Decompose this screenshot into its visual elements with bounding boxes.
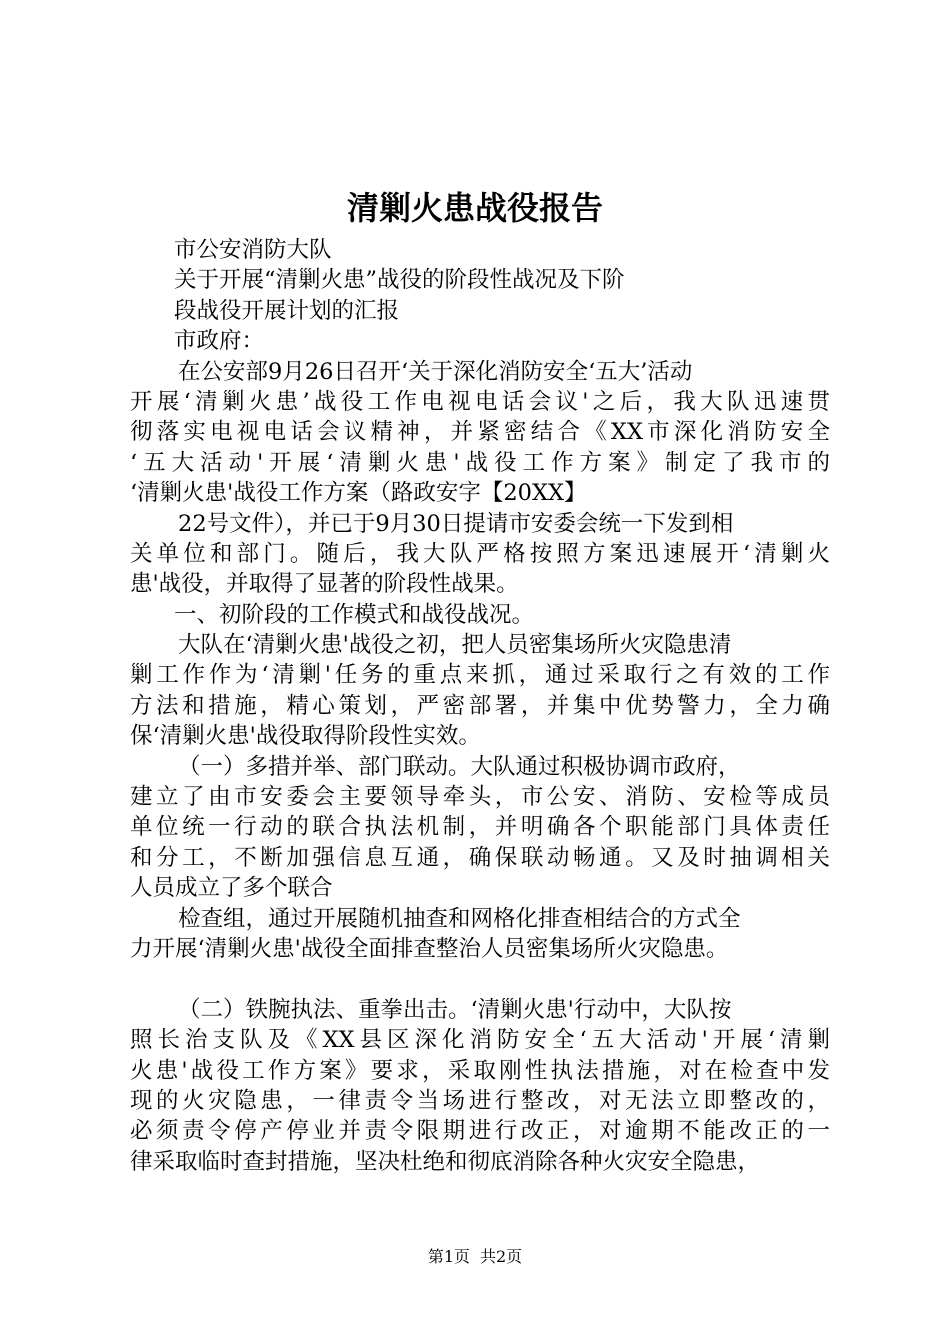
paragraph-line: 火患'战役工作方案》要求，采取刚性执法措施，对在检查中发 [130, 1057, 830, 1084]
paragraph-line: ‘清剿火患'战役工作方案（路政安字【20XX】 [130, 480, 587, 507]
section-heading: 一、初阶段的工作模式和战役战况。 [174, 601, 535, 628]
paragraph-line: 检查组，通过开展随机抽查和网格化排查相结合的方式全 [178, 905, 741, 932]
paragraph-line: （一）多措并举、部门联动。大队通过积极协调市政府， [178, 753, 741, 780]
paragraph-line: 在公安部9月26日召开‘关于深化消防安全‘五大’活动 [178, 358, 693, 385]
paragraph-line: 患'战役，并取得了显著的阶段性战果。 [130, 571, 519, 598]
page-footer [0, 1245, 950, 1269]
recipient-unit: 市公安消防大队 [174, 237, 332, 263]
salutation: 市政府： [174, 328, 265, 355]
page-total: 共2页 [480, 1247, 523, 1266]
document-title: 清剿火患战役报告 [346, 189, 603, 227]
paragraph-line: 人员成立了多个联合 [130, 875, 333, 902]
page-number: 第1页 [427, 1247, 470, 1266]
paragraph-line: 彻落实电视电话会议精神，并紧密结合《XX市深化消防安全 [130, 419, 830, 446]
paragraph-line: 关单位和部门。随后，我大队严格按照方案迅速展开‘清剿火 [130, 540, 830, 567]
paragraph-line: 律采取临时查封措施，坚决杜绝和彻底消除各种火灾安全隐患， [130, 1148, 761, 1175]
paragraph-line: 照长治支队及《XX县区深化消防安全‘五大活动'开展‘清剿 [130, 1027, 830, 1054]
paragraph-line: 大队在‘清剿火患'战役之初，把人员密集场所火灾隐患清 [178, 632, 732, 659]
paragraph-line: 22号文件），并已于9月30日提请市安委会统一下发到相 [178, 510, 734, 537]
paragraph-line: 现的火灾隐患，一律责令当场进行整改，对无法立即整改的， [130, 1087, 830, 1114]
paragraph-line: （二）铁腕执法、重拳出击。‘清剿火患'行动中，大队按 [178, 996, 732, 1023]
paragraph-line: 建立了由市安委会主要领导牵头，市公安、消防、安检等成员 [130, 784, 830, 811]
paragraph-line: 开展‘清剿火患’战役工作电视电话会议'之后，我大队迅速贯 [130, 388, 830, 415]
report-subject-line-2: 段战役开展计划的汇报 [174, 297, 400, 324]
document-body [130, 235, 830, 1177]
paragraph-line: 必须责令停产停业并责令限期进行改正，对逾期不能改正的一 [130, 1118, 830, 1145]
paragraph-line: 单位统一行动的联合执法机制，并明确各个职能部门具体责任 [130, 814, 830, 841]
paragraph-spacer [130, 964, 830, 994]
paragraph-line: 方法和措施，精心策划，严密部署，并集中优势警力，全力确 [130, 692, 830, 719]
paragraph-line: 和分工，不断加强信息互通，确保联动畅通。又及时抽调相关 [130, 844, 830, 871]
report-subject-line-1: 关于开展“清剿火患”战役的阶段性战况及下阶 [174, 267, 625, 294]
paragraph-line: 力开展‘清剿火患'战役全面排查整治人员密集场所火灾隐患。 [130, 935, 729, 962]
paragraph-line: 保‘清剿火患'战役取得阶段性实效。 [130, 723, 481, 750]
paragraph-line: 剿工作作为‘清剿'任务的重点来抓，通过采取行之有效的工作 [130, 662, 830, 689]
paragraph-line: ‘五大活动'开展‘清剿火患'战役工作方案》制定了我市的 [130, 449, 830, 476]
